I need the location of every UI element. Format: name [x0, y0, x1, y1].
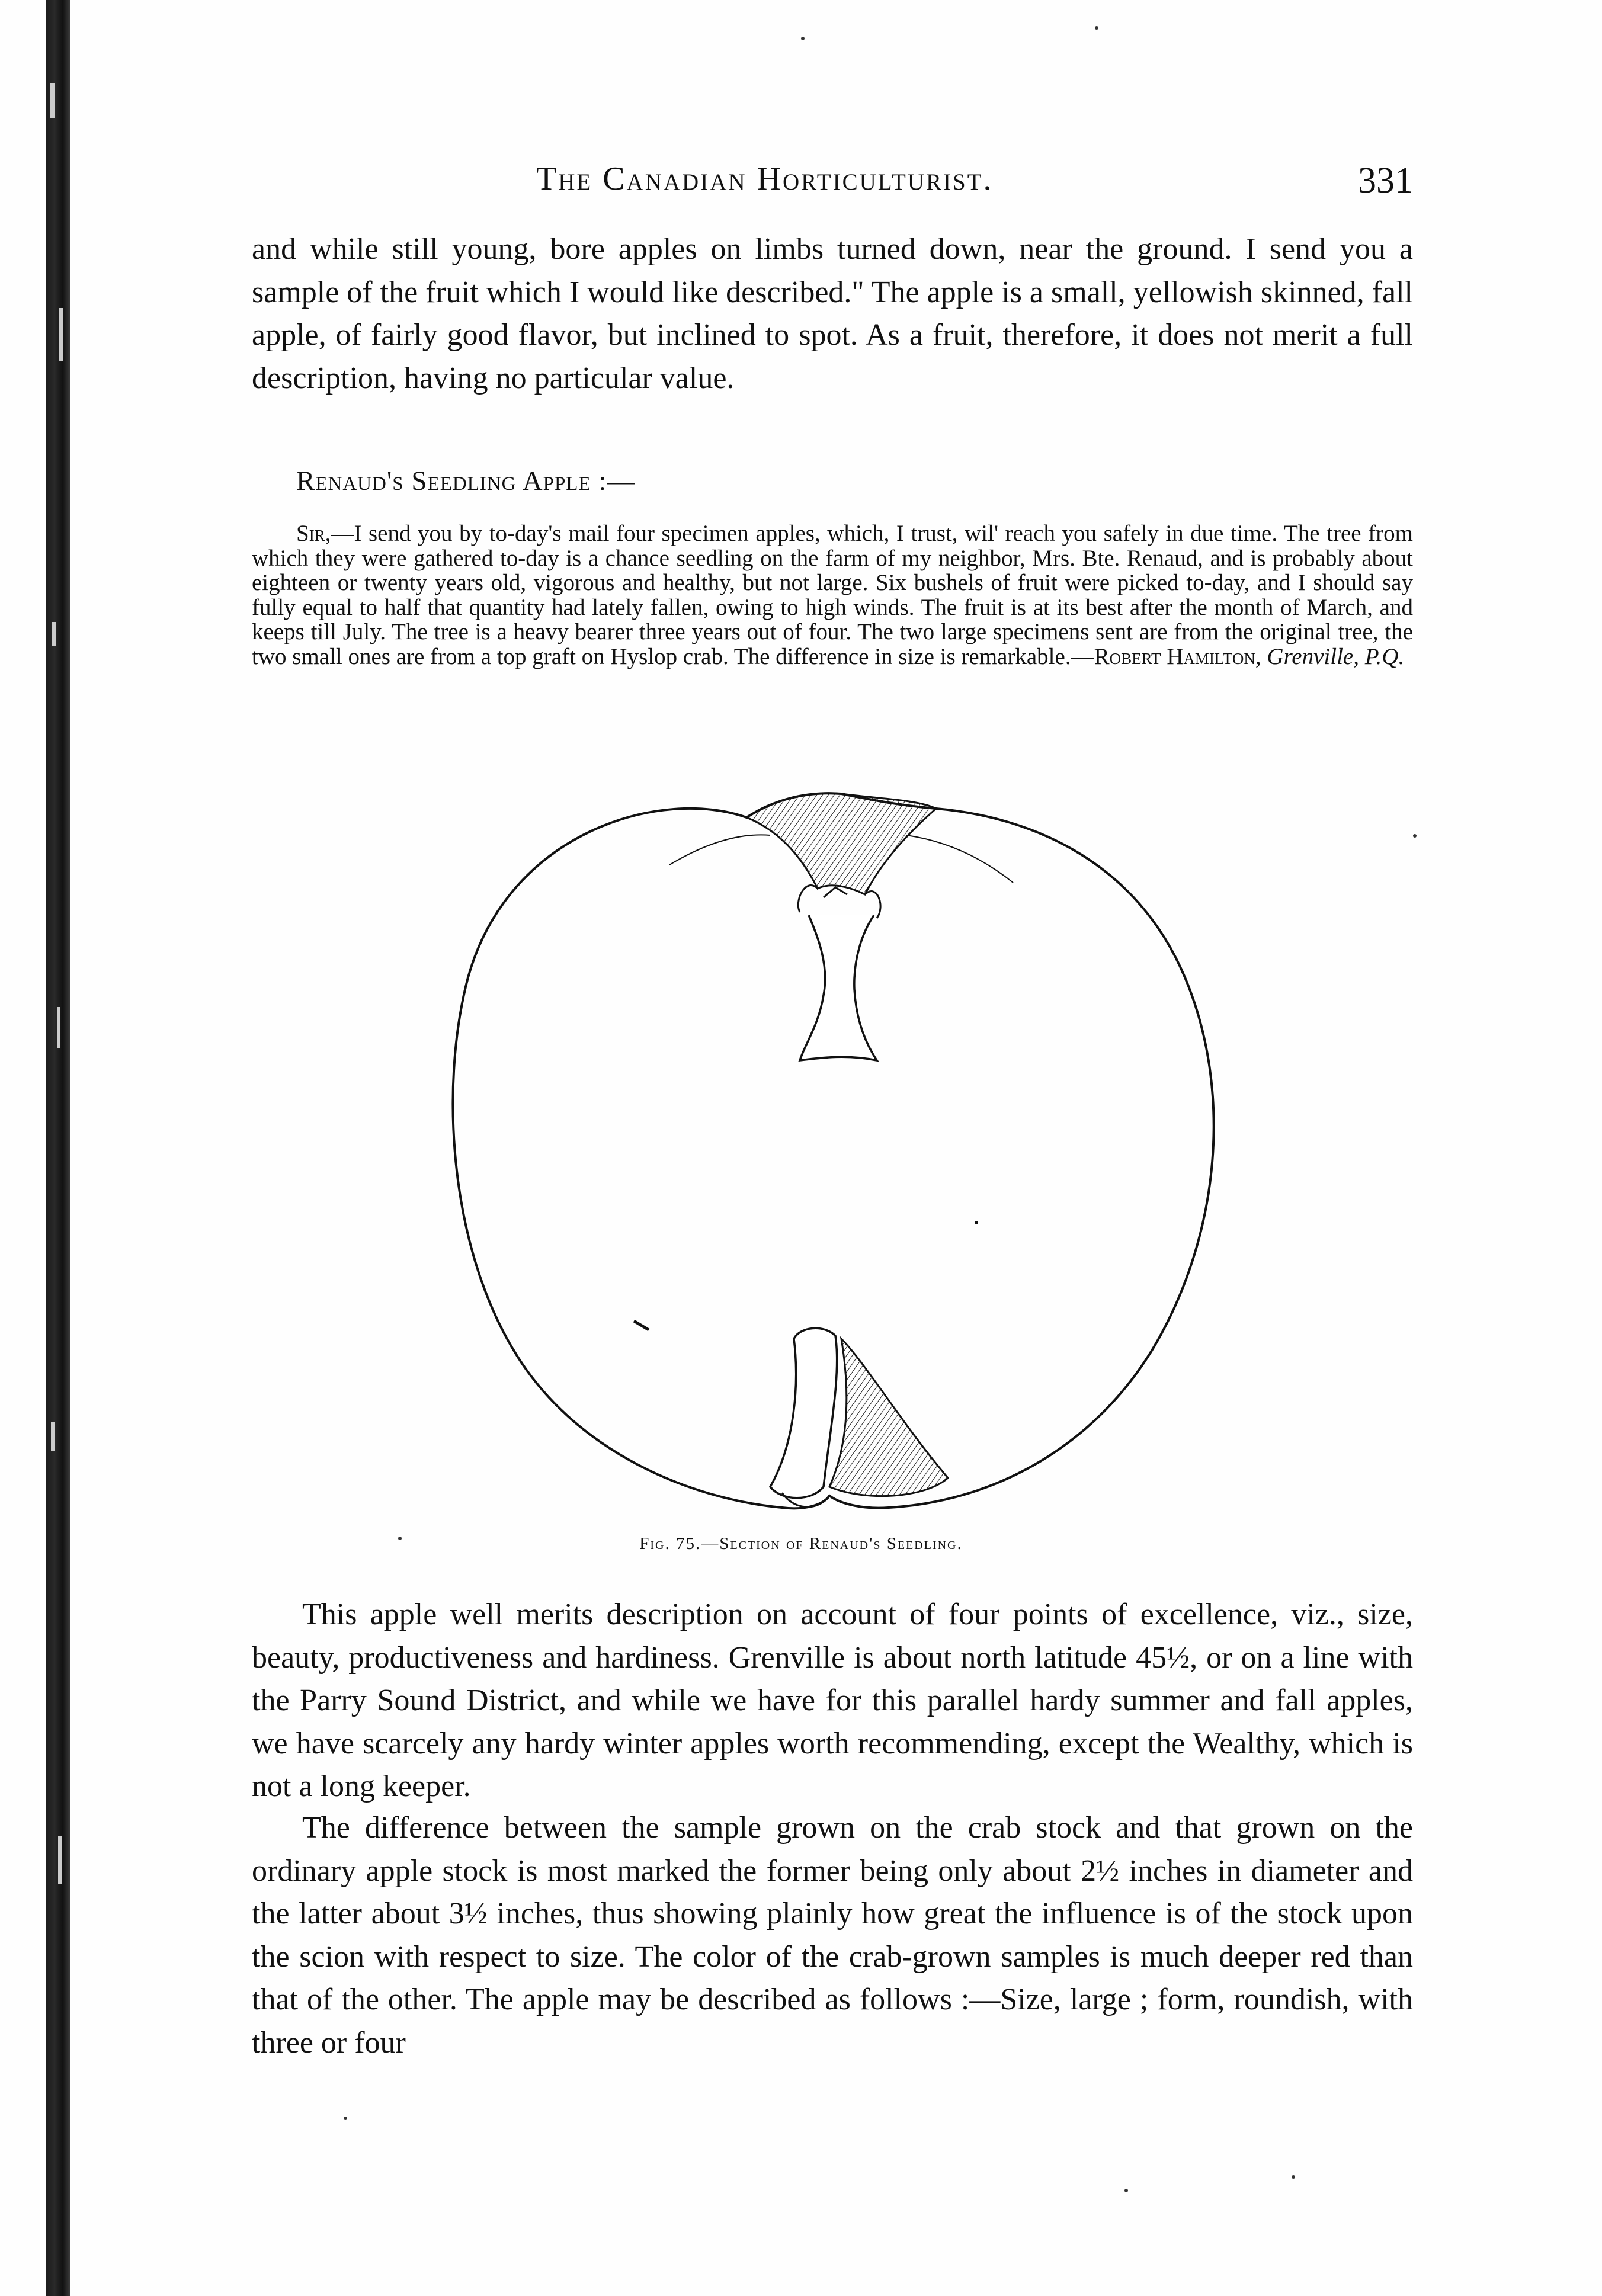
scan-speck — [1095, 26, 1098, 30]
opening-paragraph: and while still young, bore apples on limbs turned down, near the ground. I send you a sample of the fruit which I would like described." The apple is a small, yellowish skinned, fall apple, of fairly good flavor, but inclined to spot. As a fruit, therefore, it does not merit a full description, having no particular value. — [252, 232, 1413, 395]
figure-caption: Fig. 75.—Section of Renaud's Seedling. — [639, 1534, 963, 1553]
section-heading: Renaud's Seedling Apple :— — [296, 466, 636, 496]
running-title: The Canadian Horticulturist. — [536, 161, 994, 197]
page-number: 331 — [1358, 161, 1413, 201]
running-header — [252, 160, 1413, 213]
letter-location: Grenville, P.Q. — [1267, 643, 1405, 669]
letter-quotation — [252, 521, 1413, 669]
description-paragraph: This apple well merits description on account of four points of excellence, viz., size, beauty, productiveness and hardiness. Grenville is about north latitude 45½, or on a line with the Parry Sound District, and while we have for this parallel hardy summer and fall apples, we have scarcely any hardy winter apples worth recommending, except the Wealthy, which is not a long keeper. — [252, 1598, 1413, 1803]
letter-signature: Robert Hamilton, — [1094, 643, 1261, 669]
letter-body: —I send you by to-day's mail four specimen apples, which, I trust, wil' reach you safely in due time. The tree from which they were gathered to-day is a chance seedling on the farm of my neighbor, Mrs. Bte. Renaud, and is probably about eighteen or twenty years old, vigorous and healthy, but not large. Six bushels of fruit were picked to-day, and I should say fully equal to half that quantity had lately fallen, owing to high winds. The fruit is at its best after the month of March, and keeps till July. The tree is a heavy bearer three years out of four. The two large specimens sent are from the original tree, the two small ones are from a top graft on Hyslop crab. The difference in size is remarkable.— — [252, 521, 1413, 669]
scan-speck — [1413, 834, 1417, 838]
scan-speck — [801, 37, 805, 40]
book-spine-shadow — [46, 0, 70, 2296]
apple-section-figure — [415, 782, 1303, 1528]
scan-speck — [398, 1537, 402, 1540]
comparison-paragraph: The difference between the sample grown on the crab stock and that grown on the ordinary apple stock is most marked the former being only about 2½ inches in diameter and the latter about 3½ inches, thus showing plainly how great the influence is of the stock upon the scion with respect to size. The color of the crab-grown samples is much deeper red than that of the other. The apple may be described as follows :—Size, large ; form, roundish, with three or four — [252, 1811, 1413, 2060]
scan-speck — [1124, 2189, 1128, 2192]
scan-speck — [1292, 2175, 1295, 2179]
apple-cross-section-drawing — [415, 782, 1303, 1528]
letter-salutation: Sir, — [296, 521, 331, 546]
scan-speck — [344, 2117, 347, 2120]
